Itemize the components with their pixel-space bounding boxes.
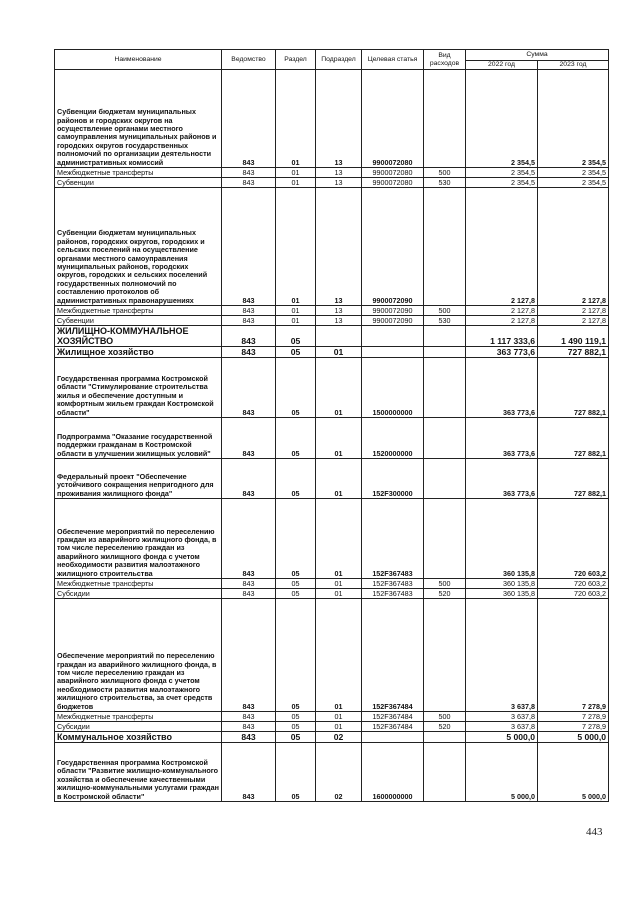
row-name: Субсидии [55, 589, 222, 599]
row-name: Государственная программа Костромской области "Развитие жилищно-коммунального хозяйства и обеспечение качественными жилищно-коммунальными услугами граждан в Костромской области" [55, 743, 222, 802]
table-row [55, 599, 609, 712]
table-row [55, 178, 609, 188]
row-expense [424, 459, 466, 499]
row-2022: 2 354,5 [466, 178, 538, 188]
table-row [55, 326, 609, 347]
row-subsection: 13 [316, 188, 362, 306]
table-row [55, 589, 609, 599]
row-target [362, 347, 424, 358]
row-2023: 2 354,5 [538, 70, 609, 168]
row-name: Межбюджетные трансферты [55, 306, 222, 316]
row-expense [424, 743, 466, 802]
row-dept: 843 [222, 178, 276, 188]
row-2022: 363 773,6 [466, 358, 538, 418]
row-section: 05 [276, 589, 316, 599]
row-subsection: 01 [316, 459, 362, 499]
row-expense [424, 326, 466, 347]
row-section: 05 [276, 722, 316, 732]
row-2022: 2 127,8 [466, 188, 538, 306]
row-section: 05 [276, 499, 316, 579]
row-dept: 843 [222, 347, 276, 358]
row-dept: 843 [222, 188, 276, 306]
header-expense: Вид расходов [424, 50, 466, 70]
row-2023: 727 882,1 [538, 418, 609, 459]
row-dept: 843 [222, 499, 276, 579]
row-subsection: 01 [316, 712, 362, 722]
row-expense [424, 499, 466, 579]
row-2023: 2 127,8 [538, 188, 609, 306]
row-2022: 360 135,8 [466, 589, 538, 599]
row-section: 05 [276, 579, 316, 589]
row-subsection: 02 [316, 743, 362, 802]
row-expense: 530 [424, 178, 466, 188]
row-subsection: 01 [316, 499, 362, 579]
row-target: 1500000000 [362, 358, 424, 418]
row-2023: 7 278,9 [538, 722, 609, 732]
row-target: 152F300000 [362, 459, 424, 499]
row-subsection: 01 [316, 599, 362, 712]
row-dept: 843 [222, 459, 276, 499]
row-subsection: 13 [316, 168, 362, 178]
row-subsection: 13 [316, 316, 362, 326]
row-2023: 5 000,0 [538, 743, 609, 802]
row-target: 152F367484 [362, 712, 424, 722]
row-2023: 727 882,1 [538, 459, 609, 499]
row-section: 05 [276, 418, 316, 459]
row-section: 05 [276, 732, 316, 743]
row-name: Жилищное хозяйство [55, 347, 222, 358]
row-dept: 843 [222, 732, 276, 743]
row-2023: 1 490 119,1 [538, 326, 609, 347]
table-row [55, 722, 609, 732]
table-row [55, 418, 609, 459]
header-section: Раздел [276, 50, 316, 70]
row-subsection: 13 [316, 178, 362, 188]
row-expense [424, 70, 466, 168]
row-dept: 843 [222, 579, 276, 589]
row-name: Государственная программа Костромской области "Стимулирование строительства жилья и обеспечение доступным и комфортным жильем граждан Костромской области" [55, 358, 222, 418]
header-2022: 2022 год [466, 61, 538, 70]
row-section: 01 [276, 188, 316, 306]
header-subsection: Подраздел [316, 50, 362, 70]
page-number: 443 [586, 826, 603, 838]
row-2023: 727 882,1 [538, 347, 609, 358]
row-section: 05 [276, 347, 316, 358]
row-2023: 7 278,9 [538, 599, 609, 712]
header-dept: Ведомство [222, 50, 276, 70]
row-dept: 843 [222, 168, 276, 178]
row-2023: 2 354,5 [538, 178, 609, 188]
row-2022: 3 637,8 [466, 712, 538, 722]
row-2022: 2 354,5 [466, 70, 538, 168]
row-name: Обеспечение мероприятий по переселению граждан из аварийного жилищного фонда, в том числе переселению граждан из аварийного жилищного фонда с учетом необходимости развития малоэтажного жилищного строительства [55, 499, 222, 579]
row-expense: 500 [424, 579, 466, 589]
row-section: 01 [276, 178, 316, 188]
table-row [55, 459, 609, 499]
row-subsection: 01 [316, 418, 362, 459]
row-target: 152F367484 [362, 599, 424, 712]
row-2022: 1 117 333,6 [466, 326, 538, 347]
row-2022: 5 000,0 [466, 743, 538, 802]
row-2023: 2 354,5 [538, 168, 609, 178]
row-target: 152F367483 [362, 589, 424, 599]
row-target [362, 326, 424, 347]
row-name: Субвенции [55, 316, 222, 326]
row-dept: 843 [222, 712, 276, 722]
row-expense: 500 [424, 712, 466, 722]
row-name: Подпрограмма "Оказание государственной поддержки гражданам в Костромской области в улучшении жилищных условий" [55, 418, 222, 459]
row-subsection: 01 [316, 358, 362, 418]
row-name: Межбюджетные трансферты [55, 168, 222, 178]
row-name: Коммунальное хозяйство [55, 732, 222, 743]
row-name: Межбюджетные трансферты [55, 579, 222, 589]
row-section: 01 [276, 306, 316, 316]
row-name: Субвенции [55, 178, 222, 188]
row-2023: 7 278,9 [538, 712, 609, 722]
row-2023: 2 127,8 [538, 316, 609, 326]
row-name: ЖИЛИЩНО-КОММУНАЛЬНОЕ ХОЗЯЙСТВО [55, 326, 222, 347]
row-expense: 520 [424, 589, 466, 599]
row-target [362, 732, 424, 743]
header-target: Целевая статья [362, 50, 424, 70]
row-expense [424, 347, 466, 358]
row-expense: 500 [424, 306, 466, 316]
row-target: 9900072080 [362, 70, 424, 168]
row-dept: 843 [222, 306, 276, 316]
row-target: 9900072080 [362, 168, 424, 178]
row-subsection: 01 [316, 589, 362, 599]
row-subsection: 13 [316, 70, 362, 168]
row-2023: 727 882,1 [538, 358, 609, 418]
row-expense [424, 418, 466, 459]
row-section: 05 [276, 743, 316, 802]
row-subsection: 02 [316, 732, 362, 743]
table-row [55, 358, 609, 418]
row-target: 1600000000 [362, 743, 424, 802]
table-row [55, 188, 609, 306]
row-subsection: 01 [316, 347, 362, 358]
table-row [55, 70, 609, 168]
table-row [55, 316, 609, 326]
row-dept: 843 [222, 722, 276, 732]
table-row [55, 732, 609, 743]
row-section: 05 [276, 326, 316, 347]
table-row [55, 712, 609, 722]
table-row [55, 743, 609, 802]
row-2023: 720 603,2 [538, 589, 609, 599]
row-expense [424, 732, 466, 743]
row-2022: 2 354,5 [466, 168, 538, 178]
row-dept: 843 [222, 589, 276, 599]
row-2022: 360 135,8 [466, 499, 538, 579]
row-dept: 843 [222, 418, 276, 459]
row-name: Субвенции бюджетам муниципальных районов и городских округов на осуществление органами местного самоуправления муниципальных районов и городских округов государственных полномочий по организации деятельности административных комиссий [55, 70, 222, 168]
row-name: Субсидии [55, 722, 222, 732]
row-expense [424, 188, 466, 306]
row-dept: 843 [222, 743, 276, 802]
row-expense: 530 [424, 316, 466, 326]
header-sum: Сумма [466, 50, 609, 61]
row-2022: 363 773,6 [466, 347, 538, 358]
row-2022: 363 773,6 [466, 418, 538, 459]
row-name: Межбюджетные трансферты [55, 712, 222, 722]
table-row [55, 579, 609, 589]
row-expense [424, 599, 466, 712]
row-name: Субвенции бюджетам муниципальных районов, городских округов, городских и сельских поселений на осуществление органами местного самоуправления муниципальных районов, городских округов, городских и сельских поселений государственных полномочий по составлению протоколов об административных правонарушениях [55, 188, 222, 306]
row-target: 152F367484 [362, 722, 424, 732]
row-2022: 2 127,8 [466, 306, 538, 316]
row-subsection: 13 [316, 306, 362, 316]
row-target: 152F367483 [362, 579, 424, 589]
row-subsection [316, 326, 362, 347]
row-target: 9900072090 [362, 188, 424, 306]
row-section: 01 [276, 168, 316, 178]
row-target: 9900072090 [362, 306, 424, 316]
header-2023: 2023 год [538, 61, 609, 70]
row-section: 05 [276, 459, 316, 499]
table-row [55, 499, 609, 579]
row-2022: 3 637,8 [466, 722, 538, 732]
row-2022: 360 135,8 [466, 579, 538, 589]
row-section: 01 [276, 316, 316, 326]
row-dept: 843 [222, 326, 276, 347]
row-section: 01 [276, 70, 316, 168]
row-dept: 843 [222, 599, 276, 712]
row-subsection: 01 [316, 722, 362, 732]
table-row [55, 306, 609, 316]
table-row [55, 168, 609, 178]
row-2023: 720 603,2 [538, 499, 609, 579]
row-target: 152F367483 [362, 499, 424, 579]
row-target: 9900072090 [362, 316, 424, 326]
header-name: Наименование [55, 50, 222, 70]
row-target: 9900072080 [362, 178, 424, 188]
row-2022: 3 637,8 [466, 599, 538, 712]
row-2022: 5 000,0 [466, 732, 538, 743]
table-body [55, 70, 609, 802]
row-2023: 5 000,0 [538, 732, 609, 743]
row-subsection: 01 [316, 579, 362, 589]
row-expense: 500 [424, 168, 466, 178]
row-expense: 520 [424, 722, 466, 732]
row-2023: 2 127,8 [538, 306, 609, 316]
table-row [55, 347, 609, 358]
row-section: 05 [276, 599, 316, 712]
row-section: 05 [276, 358, 316, 418]
row-target: 1520000000 [362, 418, 424, 459]
row-2022: 2 127,8 [466, 316, 538, 326]
row-dept: 843 [222, 70, 276, 168]
row-section: 05 [276, 712, 316, 722]
row-2022: 363 773,6 [466, 459, 538, 499]
budget-table [54, 49, 609, 802]
row-name: Федеральный проект "Обеспечение устойчивого сокращения непригодного для проживания жилищного фонда" [55, 459, 222, 499]
row-expense [424, 358, 466, 418]
row-dept: 843 [222, 358, 276, 418]
row-dept: 843 [222, 316, 276, 326]
row-2023: 720 603,2 [538, 579, 609, 589]
row-name: Обеспечение мероприятий по переселению граждан из аварийного жилищного фонда, в том числе переселению граждан из аварийного жилищного фонда с учетом необходимости развития малоэтажного жилищного строительства, за счет средств бюджетов [55, 599, 222, 712]
